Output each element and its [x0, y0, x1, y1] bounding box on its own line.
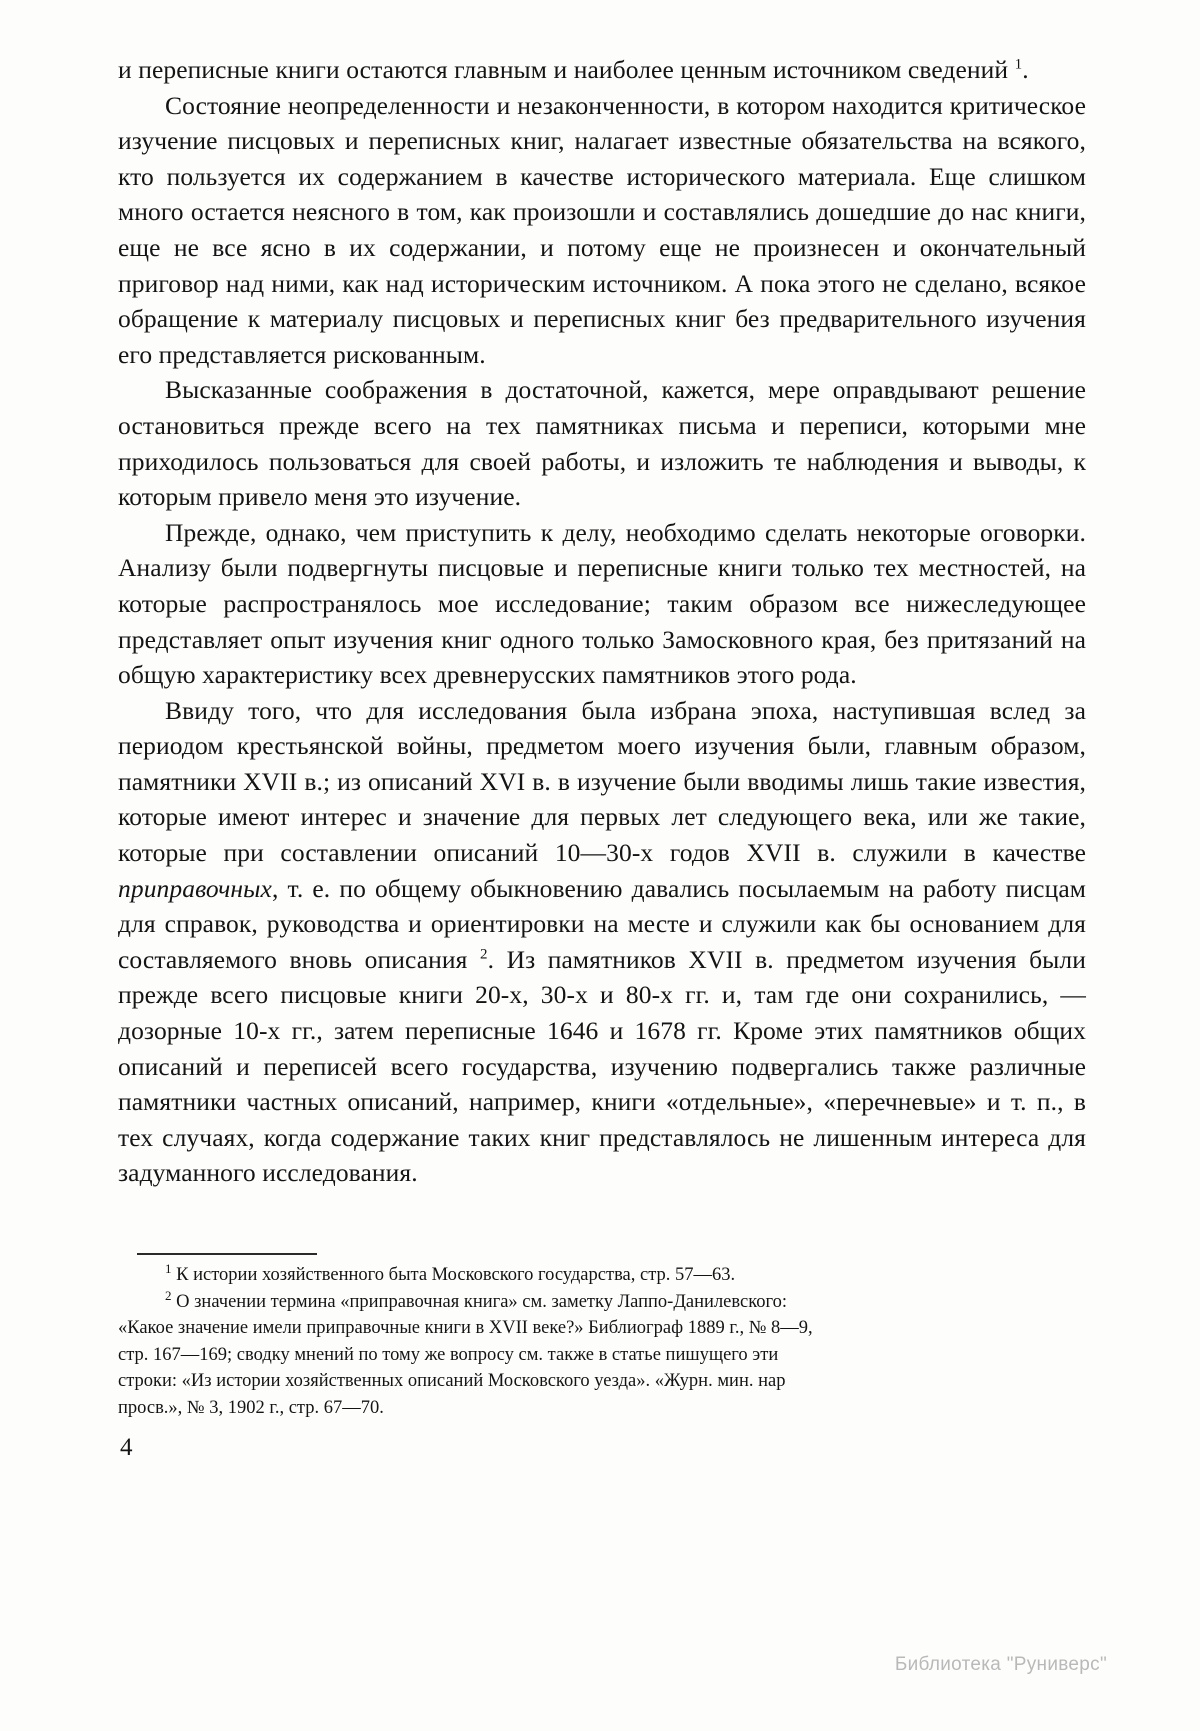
footnote-1	[118, 1262, 1086, 1289]
paragraph-1-tail: .	[1022, 55, 1029, 84]
footnote-2-line-2: «Какое значение имели приправочные книги в XVII веке?» Библиограф 1889 г., № 8—9,	[118, 1318, 813, 1338]
paragraph-2: Состояние неопределенности и незаконченности, в котором находится критическое изучение писцовых и переписных книг, налагает известные обязательства на всякого, кто пользуется их содержанием в качестве исторического материала. Еще слишком много остается неясного в том, как произошли и составлялись дошедшие до нас книги, еще не все ясно в их содержании, и потому еще не произнесен и окончательный приговор над ними, как над историческим источником. А пока этого не сделано, всякое обращение к материалу писцовых и переписных книг без предварительного изучения его представляется рискованным.	[118, 90, 1086, 369]
paragraph-1	[118, 52, 1086, 88]
paragraph-5-part1: Ввиду того, что для исследования была избрана эпоха, наступившая вслед за периодом крестьянской войны, предметом моего изучения были, главным образом, памятники XVII в.; из описаний XVI в. в изучение были вводимы лишь такие известия, которые имеют интерес и значение для первых лет следующего века, или же такие, которые при составлении описаний 10—30-х годов XVII в. служили в качестве	[118, 695, 1086, 868]
main-text-block	[118, 52, 1086, 1191]
footnotes-block	[118, 1262, 1086, 1421]
footnote-ref-2: 2	[479, 946, 488, 963]
page-body	[118, 52, 1086, 1191]
footnote-ref-1: 1	[1014, 56, 1023, 73]
footnote-2-text: О значении термина «приправочная книга» см. заметку Лаппо-Данилевского:	[176, 1291, 788, 1312]
page-number: 4	[120, 1434, 133, 1461]
library-watermark: Библиотека "Руниверс"	[894, 1654, 1107, 1675]
paragraph-4: Прежде, однако, чем приступить к делу, необходимо сделать некоторые оговорки. Анализу были подвергнуты писцовые и переписные книги только тех местностей, на которые распространялось мое исследование; таким образом все нижеследующее представляет опыт изучения книг одного только Замосковного края, без притязаний на общую характеристику всех древнерусских памятников этого рода.	[118, 517, 1086, 690]
paragraph-5	[118, 693, 1086, 1191]
footnote-1-text: К истории хозяйственного быта Московского государства, стр. 57—63.	[176, 1265, 736, 1285]
paragraph-5-part2: , т. е. по общему обыкновению давались посылаемым на работу писцам для справок, руководства и ориентировки на месте и служили как бы основанием для составляемого вновь описания	[118, 873, 1086, 974]
paragraph-1-text: и переписные книги остаются главным и наиболее ценным источником сведений	[118, 55, 1015, 84]
paragraph-5-italic-term: приправочных	[118, 873, 272, 903]
footnote-1-marker: 1	[165, 1260, 172, 1276]
footnote-2-marker: 2	[165, 1287, 172, 1303]
paragraph-3: Высказанные соображения в достаточной, кажется, мере оправдывают решение остановиться прежде всего на тех памятниках письма и переписи, которыми мне приходилось пользоваться для своей работы, и изложить те наблюдения и выводы, к которым привело меня это изучение.	[118, 375, 1086, 512]
footnote-2-line-4: строки: «Из истории хозяйственных описаний Московского уезда». «Журн. мин. нар	[118, 1371, 786, 1391]
footnote-2-line-3: стр. 167—169; сводку мнений по тому же вопросу см. также в статье пишущего эти	[118, 1344, 779, 1365]
footnote-2	[118, 1289, 1086, 1316]
paragraph-5-part3: . Из памятников XVII в. предметом изучения были прежде всего писцовые книги 20-х, 30-х и 80-х гг. и, там где они сохранились, — дозорные 10-х гг., затем переписные 1646 и 1678 гг. Кроме этих памятников общих описаний и переписей всего государства, изучению подвергались также различные памятники частных описаний, например, книги «отдельные», «перечневые» и т. п., в тех случаях, когда содержание таких книг представлялось не лишенным интереса для задуманного исследования.	[118, 944, 1086, 1188]
footnote-2-line-5: просв.», № 3, 1902 г., стр. 67—70.	[118, 1397, 384, 1418]
footnote-separator-rule	[137, 1253, 317, 1255]
